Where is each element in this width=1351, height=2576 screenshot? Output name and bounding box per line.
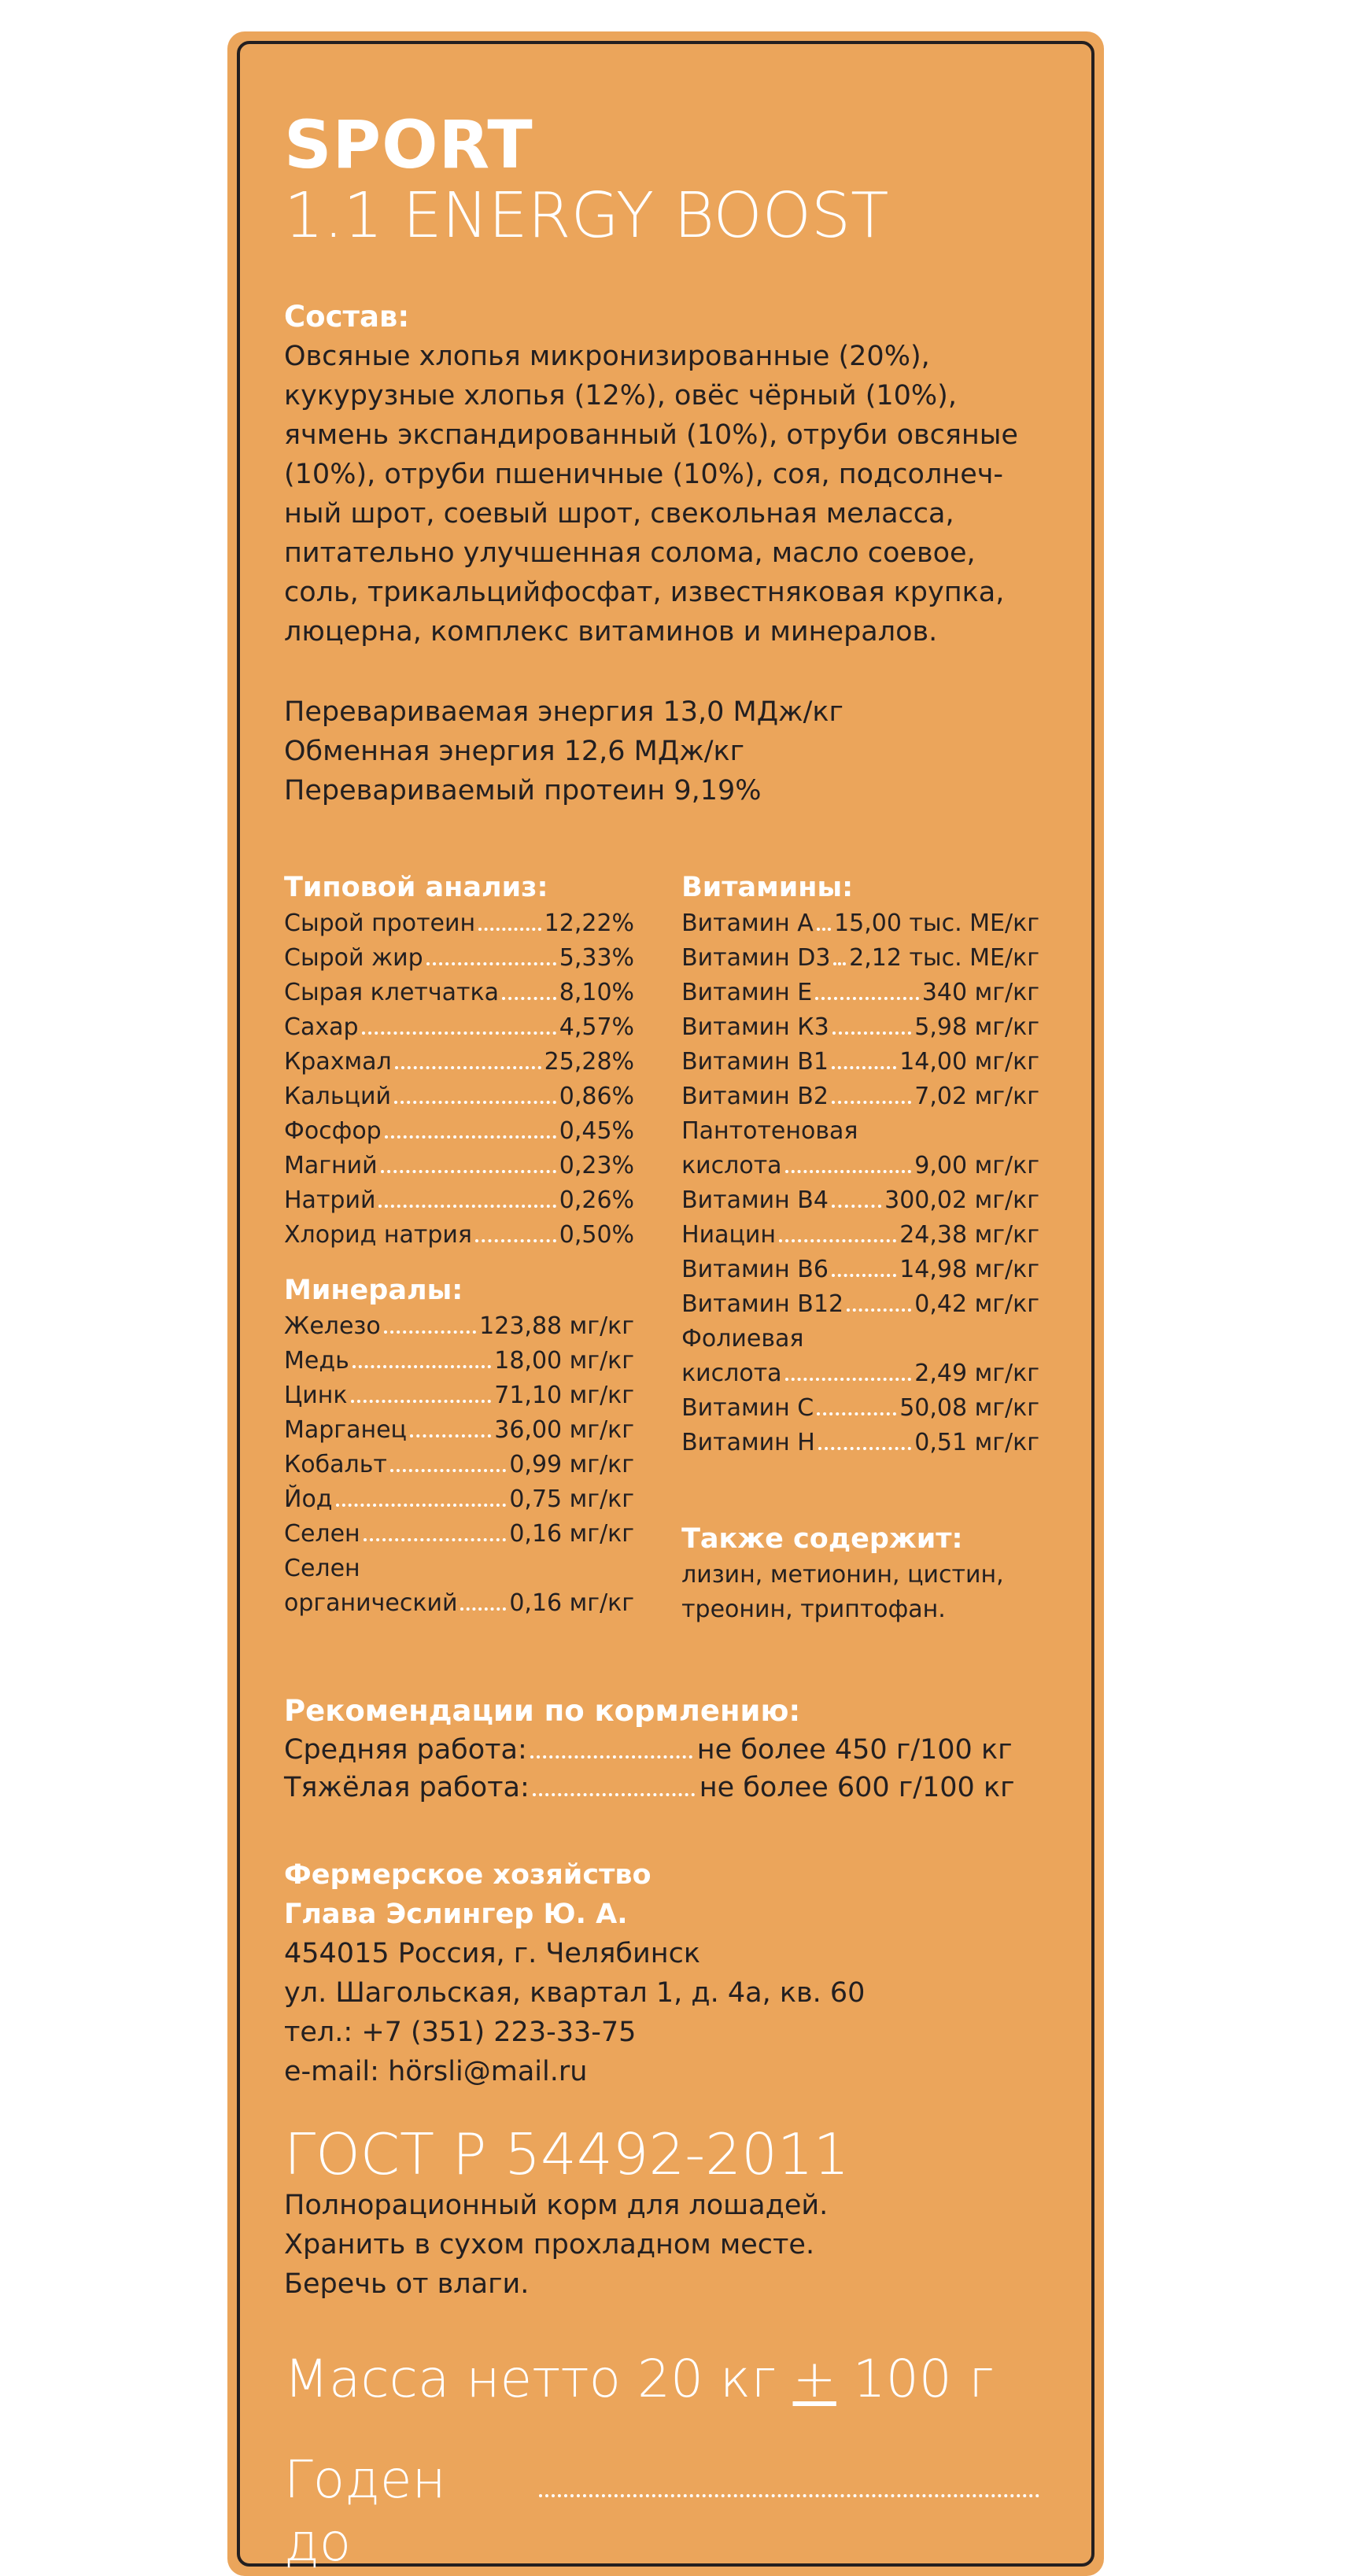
- vitamin-name-line1: Фолиевая: [681, 1325, 804, 1353]
- dotted-leader: [460, 1607, 506, 1611]
- dotted-leader: [475, 1239, 556, 1242]
- energy-values: [284, 692, 1039, 810]
- dotted-leader: [351, 1400, 492, 1403]
- mineral-row: [284, 1344, 634, 1378]
- mineral-row: [284, 1482, 634, 1517]
- vitamin-name: Витамин В4: [681, 1187, 829, 1214]
- also-contains-heading: Также содержит:: [681, 1523, 963, 1555]
- minerals-heading: Минералы:: [284, 1275, 463, 1306]
- analysis-row: [284, 1079, 634, 1114]
- dotted-leader: [779, 1239, 896, 1242]
- vitamin-row: [681, 1356, 1039, 1391]
- mass-prefix: Масса нетто 20 кг: [284, 2349, 793, 2409]
- composition-line: ный шрот, соевый шрот, свекольная меласса,: [284, 498, 954, 530]
- vitamin-value: 2,12 тыс. МЕ/кг: [849, 944, 1039, 972]
- vitamin-row: [681, 1010, 1039, 1045]
- vitamin-name: Витамин D3: [681, 944, 831, 972]
- note-line: Хранить в сухом прохладном месте.: [284, 2229, 815, 2260]
- vitamin-value: 9,00 мг/кг: [914, 1152, 1039, 1179]
- feeding-name: Тяжёлая работа:: [284, 1772, 530, 1803]
- analysis-value: 0,26%: [559, 1187, 635, 1214]
- dotted-leader: [502, 997, 556, 1000]
- dotted-leader: [832, 1101, 911, 1104]
- mineral-row: [284, 1448, 634, 1482]
- mineral-name: Железо: [284, 1312, 381, 1340]
- mineral-value: 0,16 мг/кг: [509, 1589, 635, 1617]
- mineral-name: Цинк: [284, 1382, 348, 1409]
- vitamin-row: [681, 906, 1039, 941]
- mineral-name: Кобальт: [284, 1451, 387, 1478]
- vitamin-row: [681, 1287, 1039, 1322]
- mineral-name: Марганец: [284, 1416, 407, 1444]
- vitamin-row: [681, 976, 1039, 1010]
- vitamin-name: Витамин С: [681, 1394, 814, 1422]
- analysis-name: Хлорид натрия: [284, 1221, 472, 1249]
- composition-line: люцерна, комплекс витаминов и минералов.: [284, 616, 938, 648]
- mineral-row: [284, 1378, 634, 1413]
- producer-address: 454015 Россия, г. Челябинск: [284, 1938, 700, 1969]
- vitamin-row: [681, 1183, 1039, 1218]
- mineral-row: [284, 1517, 634, 1552]
- composition-line: кукурузные хлопья (12%), овёс чёрный (10%),: [284, 380, 957, 411]
- feeding-row: [284, 1731, 1039, 1769]
- analysis-value: 0,23%: [559, 1152, 635, 1179]
- dotted-leader: [832, 1205, 881, 1208]
- dotted-leader: [378, 1205, 556, 1208]
- producer-street: ул. Шагольская, квартал 1, д. 4а, кв. 60: [284, 1977, 866, 2009]
- net-mass: [284, 2348, 1039, 2411]
- analysis-name: Фосфор: [284, 1117, 382, 1145]
- feeding-list: [284, 1731, 1039, 1807]
- dotted-leader: [410, 1434, 491, 1437]
- analysis-name: Крахмал: [284, 1048, 392, 1076]
- vitamins-list: [681, 906, 1039, 1460]
- vitamin-value: 340 мг/кг: [921, 979, 1039, 1006]
- also-contains-line: лизин, метионин, цистин,: [681, 1561, 1004, 1589]
- dotted-leader: [362, 1032, 556, 1035]
- also-contains-text: [681, 1558, 1039, 1627]
- dotted-leader: [478, 928, 541, 931]
- dotted-leader: [381, 1170, 556, 1173]
- analysis-row: [284, 1114, 634, 1149]
- mineral-name-line1: Селен: [284, 1555, 360, 1582]
- energy-line: Перевариваемая энергия 13,0 МДж/кг: [284, 696, 843, 728]
- mineral-row: [284, 1586, 634, 1621]
- vitamin-row: [681, 1045, 1039, 1079]
- dotted-leader: [395, 1066, 541, 1069]
- energy-line: Перевариваемый протеин 9,19%: [284, 775, 762, 806]
- minerals-list: [284, 1309, 634, 1621]
- vitamin-name: Витамин В12: [681, 1290, 844, 1318]
- mineral-value: 0,75 мг/кг: [509, 1485, 635, 1513]
- analysis-name: Магний: [284, 1152, 378, 1179]
- dotted-leader: [390, 1469, 506, 1472]
- analysis-value: 25,28%: [544, 1048, 635, 1076]
- brand-title: SPORT: [284, 106, 533, 183]
- analysis-row: [284, 1045, 634, 1079]
- analysis-row: [284, 976, 634, 1010]
- vitamin-name: Витамин В6: [681, 1256, 829, 1283]
- mineral-value: 36,00 мг/кг: [494, 1416, 635, 1444]
- feeding-value: не более 450 г/100 кг: [696, 1734, 1013, 1766]
- composition-line: питательно улучшенная солома, масло соевое,: [284, 537, 976, 569]
- analysis-name: Сырой протеин: [284, 910, 476, 937]
- vitamins-heading: Витамины:: [681, 872, 854, 903]
- plus-minus-sign: +: [792, 2349, 836, 2409]
- dotted-leader: [832, 1066, 896, 1069]
- expiry-field: [284, 2449, 1039, 2574]
- dotted-leader: [785, 1170, 912, 1173]
- analysis-heading: Типовой анализ:: [284, 872, 548, 903]
- vitamin-value: 5,98 мг/кг: [914, 1013, 1039, 1041]
- left-column: [284, 869, 634, 1627]
- mineral-name: органический: [284, 1589, 458, 1617]
- dotted-leader: [336, 1504, 507, 1507]
- analysis-name: Натрий: [284, 1187, 376, 1214]
- analysis-value: 8,10%: [559, 979, 635, 1006]
- vitamin-value: 0,51 мг/кг: [914, 1429, 1039, 1456]
- right-column: [681, 869, 1039, 1627]
- vitamin-name: Витамин К3: [681, 1013, 829, 1041]
- mineral-value: 0,16 мг/кг: [509, 1520, 635, 1548]
- analysis-value: 5,33%: [559, 944, 635, 972]
- mass-suffix: 100 г: [836, 2349, 995, 2409]
- mineral-name: Йод: [284, 1485, 333, 1513]
- expiry-label: Годен до: [284, 2449, 446, 2573]
- analysis-row: [284, 906, 634, 941]
- note-line: Беречь от влаги.: [284, 2268, 530, 2300]
- dotted-leader: [364, 1538, 507, 1541]
- vitamin-row: [681, 1149, 1039, 1183]
- mineral-value: 18,00 мг/кг: [494, 1347, 635, 1375]
- analysis-name: Сырая клетчатка: [284, 979, 499, 1006]
- mineral-name: Медь: [284, 1347, 349, 1375]
- nutrient-columns: [284, 869, 1039, 1627]
- vitamin-row: [681, 1218, 1039, 1253]
- analysis-row: [284, 1149, 634, 1183]
- analysis-name: Сырой жир: [284, 944, 423, 972]
- product-label: [227, 31, 1104, 2576]
- vitamin-value: 24,38 мг/кг: [899, 1221, 1039, 1249]
- analysis-value: 12,22%: [544, 910, 635, 937]
- composition-line: (10%), отруби пшеничные (10%), соя, подсолнеч-: [284, 459, 1004, 490]
- vitamin-name: кислота: [681, 1360, 782, 1387]
- vitamin-row: [681, 941, 1039, 976]
- vitamin-row: [681, 1253, 1039, 1287]
- analysis-list: [284, 906, 634, 1253]
- vitamin-value: 50,08 мг/кг: [899, 1394, 1039, 1422]
- mineral-row: [284, 1309, 634, 1344]
- dotted-leader: [426, 962, 556, 965]
- analysis-name: Кальций: [284, 1083, 391, 1110]
- dotted-leader: [832, 1032, 912, 1035]
- label-content: [284, 106, 1039, 2574]
- mineral-value: 71,10 мг/кг: [494, 1382, 635, 1409]
- vitamin-value: 14,00 мг/кг: [899, 1048, 1039, 1076]
- mineral-name: Селен: [284, 1520, 360, 1548]
- vitamin-name: Витамин Е: [681, 979, 813, 1006]
- energy-line: Обменная энергия 12,6 МДж/кг: [284, 736, 745, 767]
- dotted-leader: [530, 1755, 692, 1759]
- dotted-leader: [533, 1793, 695, 1796]
- analysis-value: 0,86%: [559, 1083, 635, 1110]
- dotted-leader: [394, 1101, 556, 1104]
- producer-block: [284, 1855, 1039, 2091]
- producer-head: Глава Эслингер Ю. А.: [284, 1899, 628, 1930]
- vitamin-row: [681, 1391, 1039, 1426]
- dotted-leader: [353, 1365, 491, 1368]
- analysis-value: 0,50%: [559, 1221, 635, 1249]
- vitamin-name: Витамин Н: [681, 1429, 815, 1456]
- expiry-dotted-line: [539, 2494, 1039, 2497]
- vitamin-name: Витамин А: [681, 910, 814, 937]
- producer-name: Фермерское хозяйство: [284, 1859, 652, 1891]
- vitamin-name: Ниацин: [681, 1221, 777, 1249]
- vitamin-row: [681, 1079, 1039, 1114]
- vitamin-value: 7,02 мг/кг: [914, 1083, 1039, 1110]
- feeding-row: [284, 1769, 1039, 1807]
- vitamin-value: 300,02 мг/кг: [884, 1187, 1039, 1214]
- analysis-row: [284, 1218, 634, 1253]
- composition-line: ячмень экспандированный (10%), отруби овсяные: [284, 419, 1018, 451]
- vitamin-value: 0,42 мг/кг: [914, 1290, 1039, 1318]
- mineral-row: [284, 1413, 634, 1448]
- gost-standard: ГОСТ Р 54492-2011: [284, 2121, 850, 2187]
- also-contains-line: треонин, триптофан.: [681, 1596, 946, 1623]
- vitamin-name: кислота: [681, 1152, 782, 1179]
- dotted-leader: [833, 962, 846, 965]
- note-line: Полнорационный корм для лошадей.: [284, 2190, 829, 2221]
- analysis-row: [284, 941, 634, 976]
- dotted-leader: [815, 997, 919, 1000]
- analysis-row: [284, 1183, 634, 1218]
- vitamin-name-line1: Пантотеновая: [681, 1117, 858, 1145]
- composition-line: соль, трикальцийфосфат, известняковая крупка,: [284, 577, 1005, 608]
- mineral-value: 123,88 мг/кг: [479, 1312, 635, 1340]
- vitamin-value: 2,49 мг/кг: [914, 1360, 1039, 1387]
- analysis-row: [284, 1010, 634, 1045]
- vitamin-value: 14,98 мг/кг: [899, 1256, 1039, 1283]
- feeding-name: Средняя работа:: [284, 1734, 527, 1766]
- composition-line: Овсяные хлопья микронизированные (20%),: [284, 341, 930, 372]
- dotted-leader: [385, 1135, 556, 1139]
- feeding-heading: Рекомендации по кормлению:: [284, 1694, 801, 1728]
- dotted-leader: [832, 1274, 896, 1277]
- product-name: 1.1 ENERGY BOOST: [284, 179, 889, 252]
- dotted-leader: [818, 1447, 911, 1450]
- producer-phone: тел.: +7 (351) 223-33-75: [284, 2017, 637, 2048]
- dotted-leader: [384, 1330, 476, 1334]
- composition-text: [284, 337, 1039, 651]
- analysis-name: Сахар: [284, 1013, 359, 1041]
- vitamin-value: 15,00 тыс. МЕ/кг: [834, 910, 1039, 937]
- analysis-value: 4,57%: [559, 1013, 635, 1041]
- producer-email: e-mail: hörsli@mail.ru: [284, 2056, 588, 2087]
- dotted-leader: [817, 928, 831, 931]
- vitamin-name: Витамин В2: [681, 1083, 829, 1110]
- vitamin-row: [681, 1426, 1039, 1460]
- dotted-leader: [847, 1308, 911, 1312]
- feeding-value: не более 600 г/100 кг: [699, 1772, 1015, 1803]
- mineral-value: 0,99 мг/кг: [509, 1451, 635, 1478]
- storage-notes: [284, 2186, 1039, 2304]
- vitamin-name: Витамин В1: [681, 1048, 829, 1076]
- analysis-value: 0,45%: [559, 1117, 635, 1145]
- composition-heading: Состав:: [284, 300, 410, 334]
- dotted-leader: [817, 1412, 896, 1415]
- dotted-leader: [785, 1378, 912, 1381]
